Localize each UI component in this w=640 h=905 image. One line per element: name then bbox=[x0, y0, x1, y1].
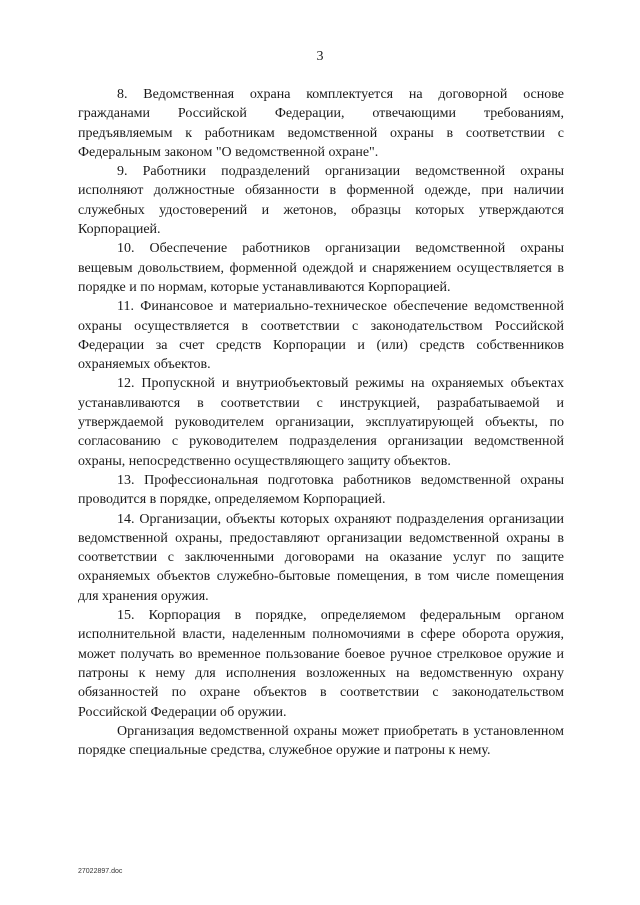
paragraph-15-continued: Организация ведомственной охраны может приобретать в установленном порядке специальные средства, служебное оружие и патроны к нему. bbox=[78, 723, 564, 759]
paragraph-14: 14. Организации, объекты которых охраняют подразделения организации ведомственной охраны, предоставляют организации ведомственной охраны в соответствии с заключенными договорами на оказание услуг по защите охраняемых объектов служебно-бытовые помещения, в том числе помещения для хранения оружия. bbox=[78, 511, 564, 604]
document-body bbox=[78, 85, 564, 760]
paragraph-13: 13. Профессиональная подготовка работников ведомственной охраны проводится в порядке, определяемом Корпорацией. bbox=[78, 472, 564, 508]
paragraph-11: 11. Финансовое и материально-техническое обеспечение ведомственной охраны осуществляется в соответствии с законодательством Российской Федерации за счет средств Корпорации и (или) средств собственников охраняемых объектов. bbox=[78, 299, 564, 373]
paragraph-8: 8. Ведомственная охрана комплектуется на договорной основе гражданами Российской Федерации, отвечающими требованиям, предъявляемым к работникам ведомственной охраны в соответствии с Федеральным законом "О ведомственной охране". bbox=[78, 87, 564, 160]
paragraph-9: 9. Работники подразделений организации ведомственной охраны исполняют должностные обязанности в форменной одежде, при наличии служебных удостоверений и жетонов, образцы которых утверждаются Корпорацией. bbox=[78, 164, 564, 238]
paragraph-10: 10. Обеспечение работников организации ведомственной охраны вещевым довольствием, форменной одеждой и снаряжением осуществляется в порядке и по нормам, которые устанавливаются Корпорацией. bbox=[78, 241, 564, 295]
paragraph-15: 15. Корпорация в порядке, определяемом федеральным органом исполнительной власти, наделенным полномочиями в сфере оборота оружия, может получать во временное пользование боевое ручное стрелковое оружие и патроны к нему для исполнения возложенных на ведомственную охрану обязанностей по охране объектов в соответствии с законодательством Российской Федерации об оружии. bbox=[78, 608, 564, 720]
paragraph-12: 12. Пропускной и внутриобъектовый режимы на охраняемых объектах устанавливаются в соответствии с инструкцией, разрабатываемой и утверждаемой руководителем организации, эксплуатирующей объекты, по согласованию с руководителем подразделения организации ведомственной охраны, непосредственно осуществляющего защиту объектов. bbox=[78, 376, 564, 469]
page-number: 3 bbox=[316, 49, 324, 64]
footer-filename: 27022897.doc bbox=[78, 868, 123, 875]
